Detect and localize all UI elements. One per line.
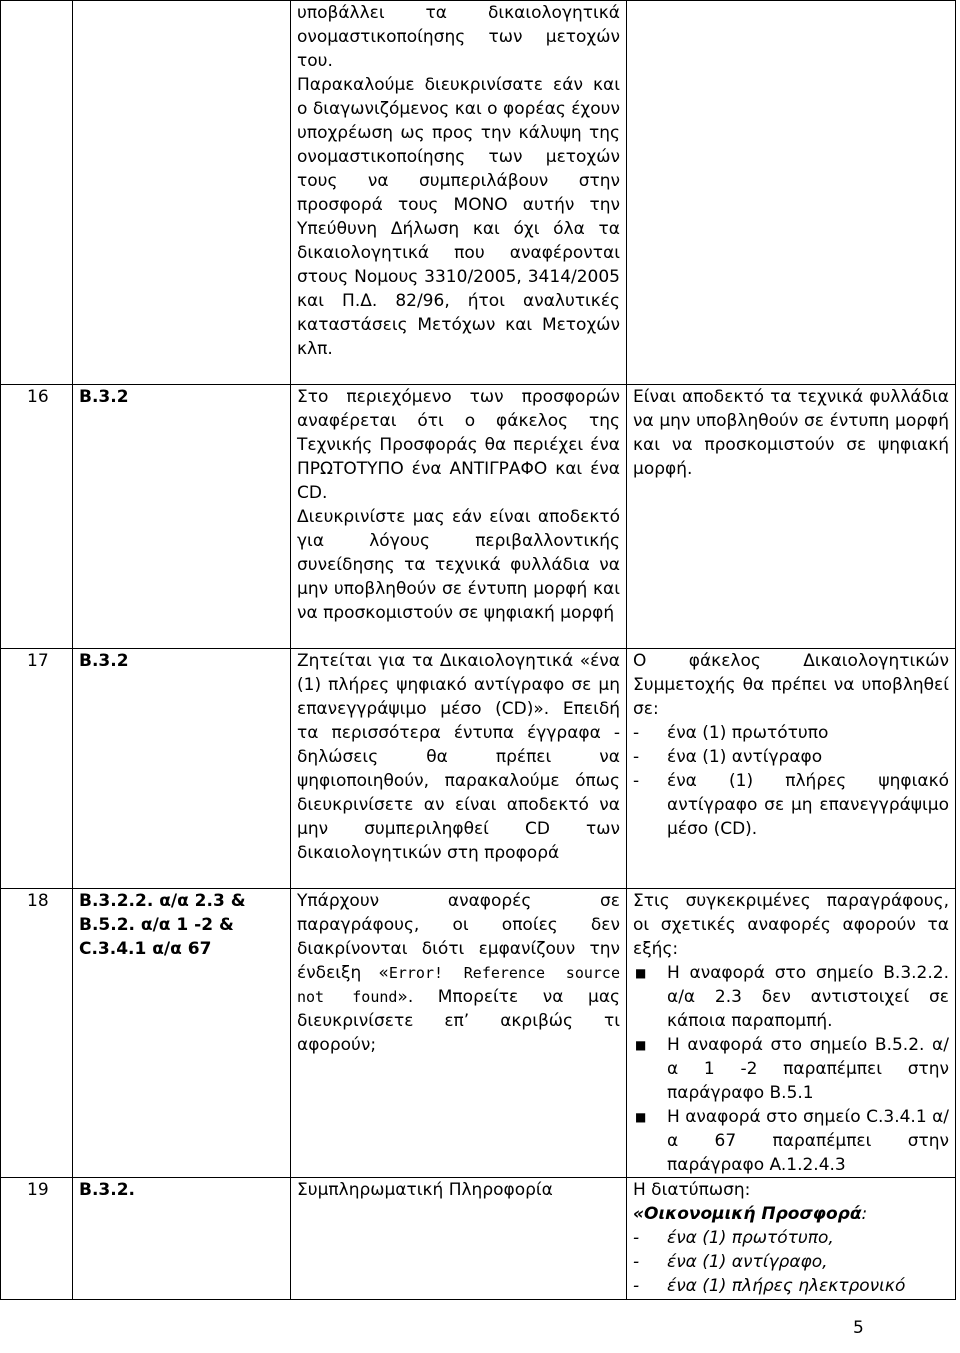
answer-cell [627,649,956,889]
question-cell [291,1,627,385]
list-item: ■ Η αναφορά στο σημείο B.5.2. α/α 1 -2 παραπέμπει στην παράγραφο B.5.1 [633,1033,949,1105]
question-text: Υπάρχουν αναφορές σε παραγράφους, οι οποίες δεν διακρίνονται διότι εμφανίζουν την ένδειξη « [297,891,620,983]
question-cell [291,385,627,649]
question-cell [291,1178,627,1300]
question-cell [291,649,627,889]
quoted-heading: «Οικονομική Προσφορά: [633,1204,868,1224]
section-reference: B.3.2. [73,1178,291,1300]
section-reference: B.3.2 [73,385,291,649]
section-reference: B.3.2.2. α/α 2.3 & B.5.2. α/α 1 -2 & C.3.4.1 α/α 67 [73,889,291,1178]
question-paragraph: υποβάλλει τα δικαιολογητικά ονομαστικοποίησης των μετοχών του. [297,3,620,71]
question-paragraph: Παρακαλούμε διευκρινίσατε εάν και ο διαγωνιζόμενος και ο φορέας έχουν υποχρέωση ως προς την κάλυψη της ονομαστικοποίησης των μετοχών τους να συμπεριλάβουν στην προσφορά τους ΜΟΝΟ αυτήν την Υπεύθυνη Δήλωση και όχι όλα τα δικαιολογητικά που αναφέρονται στους Νομους 3310/2005, 3414/2005 και Π.Δ. 82/96, ήτοι αναλυτικές καταστάσεις Μετόχων και Μετοχών κλπ. [297,75,620,359]
question-paragraph: Συμπληρωματική Πληροφορία [297,1180,553,1200]
answer-intro: Ο φάκελος Δικαιολογητικών Συμμετοχής θα πρέπει να υποβληθεί σε: [633,651,949,719]
answer-cell: Είναι αποδεκτό τα τεχνικά φυλλάδια να μην υποβληθούν σε έντυπη μορφή και να προσκομιστούν σε ψηφιακή μορφή. [627,385,956,649]
page-number: 5 [853,1318,864,1338]
row-number: 17 [1,649,73,889]
answer-list [633,961,949,1177]
answer-cell [627,889,956,1178]
answer-intro: Η διατύπωση: [633,1180,751,1200]
answer-list [633,721,949,841]
list-item: ■ Η αναφορά στο σημείο C.3.4.1 α/α 67 παραπέμπει στην παράγραφο A.1.2.4.3 [633,1105,949,1177]
error-reference-text: Error! Reference source not found [297,964,620,1006]
question-cell [291,889,627,1178]
list-item: - ένα (1) πλήρες ψηφιακό αντίγραφο σε μη επανεγγράψιμο μέσο (CD). [633,769,949,841]
answer-intro: Στις συγκεκριμένες παραγράφους, οι σχετικές αναφορές αφορούν τα εξής: [633,891,949,959]
table-row [1,385,956,649]
list-item: - ένα (1) αντίγραφο, [633,1250,949,1274]
table-row [1,889,956,1178]
list-item: ■ Η αναφορά στο σημείο B.3.2.2. α/α 2.3 δεν αντιστοιχεί σε κάποια παραπομπή. [633,961,949,1033]
list-item: - ένα (1) αντίγραφο [633,745,949,769]
answer-cell [627,1,956,385]
question-paragraph: Στο περιεχόμενο των προσφορών αναφέρεται ότι ο φάκελος της Τεχνικής Προσφοράς θα περιέχει ένα ΠΡΩΤΟΤΥΠΟ ένα ΑΝΤΙΓΡΑΦΟ και ένα CD. [297,387,620,503]
table-row [1,1,956,385]
section-reference [73,1,291,385]
row-number: 19 [1,1178,73,1300]
question-text: ». Μπορείτε να μας διευκρινίσετε επ’ ακριβώς τι αφορούν; [297,987,620,1055]
table-row [1,649,956,889]
list-item: - ένα (1) πρωτότυπο, [633,1226,949,1250]
row-number [1,1,73,385]
answer-list [633,1226,949,1298]
row-number: 16 [1,385,73,649]
list-item: - ένα (1) πλήρες ηλεκτρονικό [633,1274,949,1298]
question-paragraph: Ζητείται για τα Δικαιολογητικά «ένα (1) πλήρες ψηφιακό αντίγραφο σε μη επανεγγράψιμο μέσο (CD)». Επειδή τα περισσότερα έντυπα έγγραφα - δηλώσεις θα πρέπει να ψηφιοποιηθούν, παρακαλούμε όπως διευκρινίσετε αν είναι αποδεκτό να μην συμπεριληφθεί CD των δικαιολογητικών στη προφορά [297,651,620,863]
row-number: 18 [1,889,73,1178]
answer-cell [627,1178,956,1300]
list-item: - ένα (1) πρωτότυπο [633,721,949,745]
table-row [1,1178,956,1300]
question-paragraph: Διευκρινίστε μας εάν είναι αποδεκτό για λόγους περιβαλλοντικής συνείδησης τα τεχνικά φυλλάδια να μην υποβληθούν σε έντυπη μορφή και να προσκομιστούν σε ψηφιακή μορφή [297,507,620,623]
section-reference: B.3.2 [73,649,291,889]
